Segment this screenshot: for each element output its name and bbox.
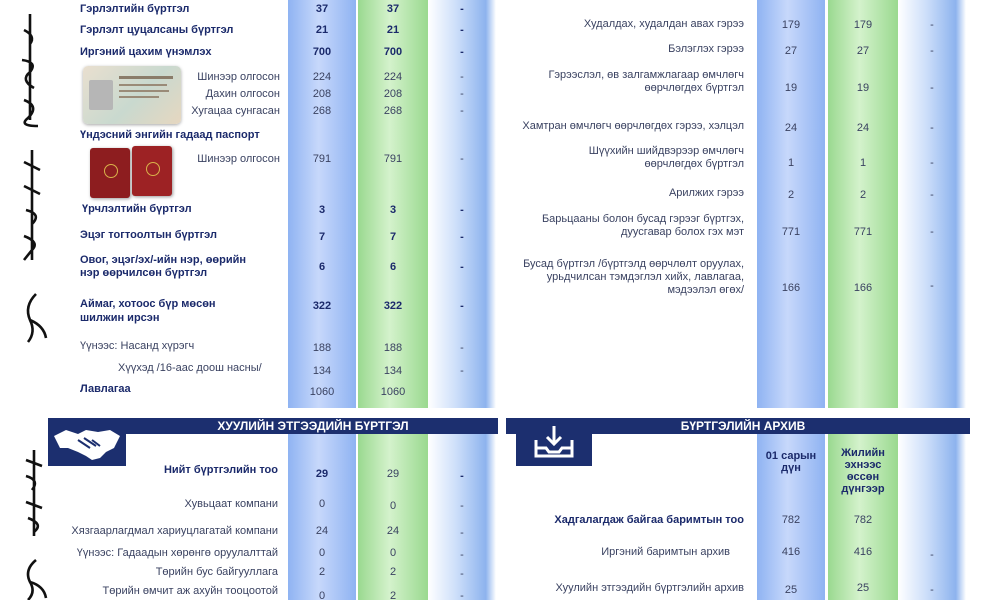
ytd-value: 268	[383, 105, 403, 117]
id-card-image	[83, 66, 181, 124]
row-label-line2: дуусгавар болох гэх мэт	[621, 226, 744, 238]
ytd-value: 19	[856, 82, 870, 94]
change-value: -	[460, 342, 464, 354]
ytd-value: 771	[853, 226, 873, 238]
month-value: 24	[315, 525, 329, 537]
ytd-value: 21	[386, 24, 400, 36]
ytd-value: 700	[383, 46, 403, 58]
month-value: 1060	[309, 386, 335, 398]
change-value: -	[460, 549, 464, 561]
row-label-line2: шилжин ирсэн	[80, 312, 160, 324]
row-label: Бэлэглэх гэрээ	[668, 43, 744, 55]
row-label-line1: Шүүхийн шийдвэрээр өмчлөгч	[588, 145, 744, 157]
row-label: Хадгалагдаж байгаа баримтын тоо	[554, 514, 744, 526]
month-value: 782	[781, 514, 801, 526]
row-label: Эцэг тогтоолтын бүртгэл	[80, 229, 217, 241]
month-value: 25	[784, 584, 798, 596]
ytd-value: 25	[856, 582, 870, 594]
month-value: 7	[318, 231, 326, 243]
change-value: -	[460, 153, 464, 165]
row-label: Хуулийн этгээдийн бүртгэлийн архив	[555, 582, 744, 594]
row-label: Төрийн өмчит аж ахуйн тооцоотой	[102, 585, 278, 597]
right-col-month-strip	[757, 0, 825, 408]
month-value: 2	[787, 189, 795, 201]
row-label: Хувьцаат компани	[184, 498, 278, 510]
legal-section-banner: ХУУЛИЙН ЭТГЭЭДИЙН БҮРТГЭЛ	[48, 418, 498, 434]
row-label: Хязгаарлагдмал хариуцлагатай компани	[71, 525, 278, 537]
change-value: -	[460, 204, 464, 216]
mongolian-script-ornament	[14, 148, 50, 268]
row-label: Үндэсний энгийн гадаад паспорт	[80, 129, 260, 141]
ytd-value: 2	[859, 189, 867, 201]
legal-section-icon-box	[48, 418, 126, 466]
ytd-value: 416	[853, 546, 873, 558]
row-label-line2: урьдчилсан тэмдэглэл хийх, лавлагаа,	[546, 271, 744, 283]
month-value: 6	[318, 261, 326, 273]
mongolian-script-ornament	[18, 448, 50, 540]
row-label: Лавлагаа	[80, 383, 131, 395]
ytd-value: 791	[383, 153, 403, 165]
ytd-value: 1	[859, 157, 867, 169]
ytd-value: 24	[856, 122, 870, 134]
change-value: -	[930, 189, 934, 201]
row-label: Гэрлэлт цуцалсаны бүртгэл	[80, 24, 234, 36]
mongolian-script-ornament	[10, 10, 50, 130]
month-value: 29	[315, 468, 329, 480]
month-value: 700	[312, 46, 332, 58]
month-value: 188	[312, 342, 332, 354]
ytd-value: 7	[389, 231, 397, 243]
month-value: 0	[318, 590, 326, 602]
row-label-line3: мэдээлэл өгөх/	[667, 284, 744, 296]
ytd-value: 134	[383, 365, 403, 377]
handshake-icon	[48, 418, 126, 466]
change-value: -	[460, 231, 464, 243]
change-value: -	[930, 82, 934, 94]
row-label-line1: Бусад бүртгэл /бүртгэлд өөрчлөлт оруулах,	[523, 258, 744, 270]
row-label: Хамтран өмчлөгч өөрчлөгдөх гэрээ, хэлцэл	[522, 120, 744, 132]
change-value: -	[460, 24, 464, 36]
ytd-value: 166	[853, 282, 873, 294]
change-value: -	[930, 19, 934, 31]
change-value: -	[930, 584, 934, 596]
month-value: 21	[315, 24, 329, 36]
month-value: 224	[312, 71, 332, 83]
change-value: -	[460, 568, 464, 580]
archive-section-banner: БҮРТГЭЛИЙН АРХИВ	[506, 418, 970, 434]
row-label: Гэрлэлтийн бүртгэл	[80, 3, 190, 15]
change-value: -	[460, 527, 464, 539]
inbox-download-icon	[516, 418, 592, 466]
row-label: Үүнээс: Насанд хүрэгч	[80, 340, 195, 352]
change-value: -	[460, 300, 464, 312]
ytd-value: 188	[383, 342, 403, 354]
ytd-value: 27	[856, 45, 870, 57]
row-label-line2: өөрчлөгдөх бүртгэл	[644, 158, 744, 170]
col-header-month: 01 сарын дүн	[765, 450, 817, 474]
month-value: 0	[318, 547, 326, 559]
row-label-line2: нэр өөрчилсөн бүртгэл	[80, 267, 208, 279]
row-label: Хүүхэд /16-аас доош насны/	[118, 362, 262, 374]
ytd-value: 0	[389, 547, 397, 559]
month-value: 0	[318, 498, 326, 510]
ytd-value: 6	[389, 261, 397, 273]
change-value: -	[930, 549, 934, 561]
change-value: -	[460, 470, 464, 482]
month-value: 416	[781, 546, 801, 558]
passport-image	[90, 146, 172, 198]
archive-col-change-strip	[898, 434, 966, 600]
month-value: 791	[312, 153, 332, 165]
month-value: 134	[312, 365, 332, 377]
ytd-value: 224	[383, 71, 403, 83]
month-value: 19	[784, 82, 798, 94]
change-value: -	[460, 3, 464, 15]
month-value: 771	[781, 226, 801, 238]
mongolian-script-ornament	[20, 292, 50, 344]
col-header-ytd: Жилийн эхнээс өссөн дүнгээр	[841, 447, 885, 495]
change-value: -	[460, 500, 464, 512]
month-value: 3	[318, 204, 326, 216]
ytd-value: 0	[389, 500, 397, 512]
change-value: -	[460, 71, 464, 83]
row-label: Арилжих гэрээ	[668, 187, 744, 199]
row-label: Төрийн бус байгууллага	[155, 566, 278, 578]
month-value: 1	[787, 157, 795, 169]
month-value: 37	[315, 3, 329, 15]
row-label-line1: Овог, эцэг/эх/-ийн нэр, өөрийн	[80, 254, 247, 266]
month-value: 27	[784, 45, 798, 57]
change-value: -	[460, 46, 464, 58]
change-value: -	[930, 45, 934, 57]
right-col-change-strip	[898, 0, 966, 408]
right-col-ytd-strip	[828, 0, 898, 408]
row-label: Үрчлэлтийн бүртгэл	[82, 203, 192, 215]
ytd-value: 29	[386, 468, 400, 480]
month-value: 166	[781, 282, 801, 294]
month-value: 208	[312, 88, 332, 100]
row-label: Худалдах, худалдан авах гэрээ	[583, 18, 744, 30]
row-label: Нийт бүртгэлийн тоо	[163, 464, 278, 476]
change-value: -	[460, 261, 464, 273]
ytd-value: 208	[383, 88, 403, 100]
ytd-value: 24	[386, 525, 400, 537]
row-label: Шинээр олгосон	[197, 71, 280, 83]
month-value: 24	[784, 122, 798, 134]
row-label: Шинээр олгосон	[197, 153, 280, 165]
row-label-line2: өөрчлөгдөх бүртгэл	[644, 82, 744, 94]
ytd-value: 37	[386, 3, 400, 15]
change-value: -	[460, 88, 464, 100]
change-value: -	[930, 122, 934, 134]
ytd-value: 2	[389, 590, 397, 602]
ytd-value: 3	[389, 204, 397, 216]
month-value: 268	[312, 105, 332, 117]
mongolian-script-ornament	[20, 558, 50, 600]
month-value: 179	[781, 19, 801, 31]
change-value: -	[460, 590, 464, 602]
row-label: Үүнээс: Гадаадын хөрөнгө оруулалттай	[76, 547, 278, 559]
ytd-value: 179	[853, 19, 873, 31]
row-label-line1: Аймаг, хотоос бүр мөсөн	[80, 298, 216, 310]
change-value: -	[460, 105, 464, 117]
change-value: -	[930, 157, 934, 169]
row-label-line1: Гэрээслэл, өв залгамжлагаар өмчлөгч	[548, 69, 744, 81]
change-value: -	[930, 280, 934, 292]
change-value: -	[460, 365, 464, 377]
month-value: 322	[312, 300, 332, 312]
row-label: Иргэний цахим үнэмлэх	[80, 46, 212, 58]
row-label: Дахин олгосон	[205, 88, 280, 100]
ytd-value: 2	[389, 566, 397, 578]
ytd-value: 322	[383, 300, 403, 312]
month-value: 2	[318, 566, 326, 578]
row-label-line1: Барьцааны болон бусад гэрээг бүртгэх,	[541, 213, 744, 225]
archive-section-icon-box	[516, 418, 592, 466]
change-value: -	[930, 226, 934, 238]
ytd-value: 1060	[380, 386, 406, 398]
row-label: Хугацаа сунгасан	[191, 105, 280, 117]
ytd-value: 782	[853, 514, 873, 526]
row-label: Иргэний баримтын архив	[601, 546, 730, 558]
